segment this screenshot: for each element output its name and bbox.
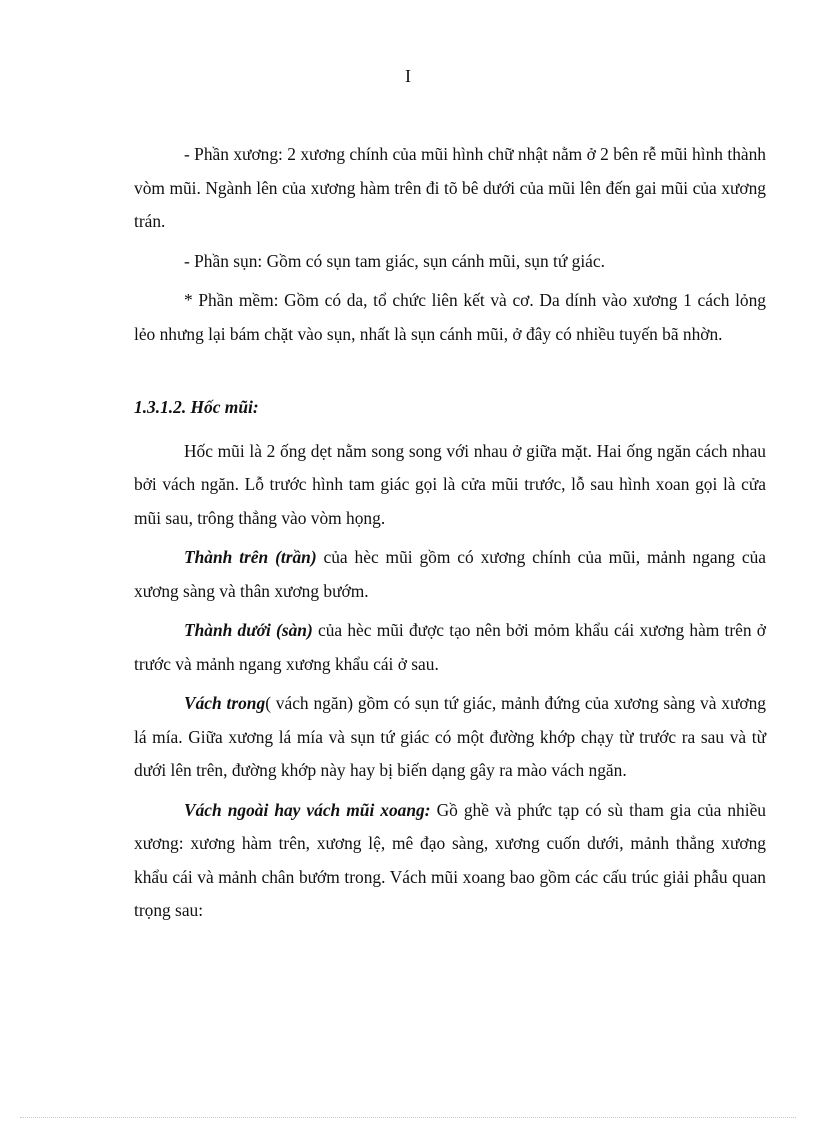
section-heading: 1.3.1.2. Hốc mũi: — [134, 397, 259, 417]
paragraph-septum-lead: Vách trong — [184, 693, 266, 713]
paragraph-lateral-wall-lead: Vách ngoài hay vách mũi xoang: — [184, 799, 431, 820]
paragraph-roof-text: của hèc mũi gồm có xương chính của mũi, mảnh ngang của xương sàng và thân xương bướm. — [134, 547, 766, 601]
document-body — [134, 138, 766, 934]
footer-divider — [20, 1117, 796, 1118]
paragraph-soft-part: * Phần mềm: Gồm có da, tổ chức liên kết và cơ. Da dính vào xương 1 cách lỏng lẻo nhưng lại bám chặt vào sụn, nhất là sụn cánh mũi, ở đây có nhiều tuyến bã nhờn. — [134, 290, 766, 344]
paragraph-septum-text: ( vách ngăn) gồm có sụn tứ giác, mảnh đứng của xương sàng và xương lá mía. Giữa xương lá mía và sụn tứ giác có một đường khớp chạy từ trước ra sau và từ dưới lên trên, đường khớp này hay bị biến dạng gây ra mào vách ngăn. — [134, 693, 766, 780]
paragraph-floor-lead: Thành dưới (sàn) — [184, 620, 313, 640]
paragraph-floor-text: của hèc mũi được tạo nên bởi mỏm khẩu cái xương hàm trên ở trước và mảnh ngang xương khẩu cái ở sau. — [134, 620, 766, 674]
paragraph-septum — [134, 687, 766, 788]
paragraph-floor — [134, 614, 766, 681]
paragraph-roof-lead: Thành trên (trần) — [184, 547, 317, 567]
paragraph-lateral-wall-text: Gồ ghề và phức tạp có sù tham gia của nhiều xương: xương hàm trên, xương lệ, mê đạo sàng, xương cuốn dưới, mảnh thẳng xương khẩu cái và mảnh chân bướm trong. Vách mũi xoang bao gồm các cấu trúc giải phẫu quan trọng sau: — [134, 799, 766, 920]
paragraph-lateral-wall — [134, 794, 766, 928]
paragraph-roof — [134, 541, 766, 608]
paragraph-cartilage-part: - Phần sụn: Gồm có sụn tam giác, sụn cánh mũi, sụn tứ giác. — [184, 250, 605, 271]
paragraph-nasal-cavity: Hốc mũi là 2 ống dẹt nằm song song với nhau ở giữa mặt. Hai ống ngăn cách nhau bởi vách ngăn. Lỗ trước hình tam giác gọi là cửa mũi trước, lỗ sau hình xoan gọi là cửa mũi sau, trông thẳng vào vòm họng. — [134, 440, 766, 528]
paragraph-bone-part: - Phần xương: 2 xương chính của mũi hình chữ nhật nằm ở 2 bên rễ mũi hình thành vòm mũi. Ngành lên của xương hàm trên đi tõ bê dưới của mũi lên đến gai mũi của xương trán. — [134, 144, 766, 231]
page-number: I — [405, 66, 411, 86]
